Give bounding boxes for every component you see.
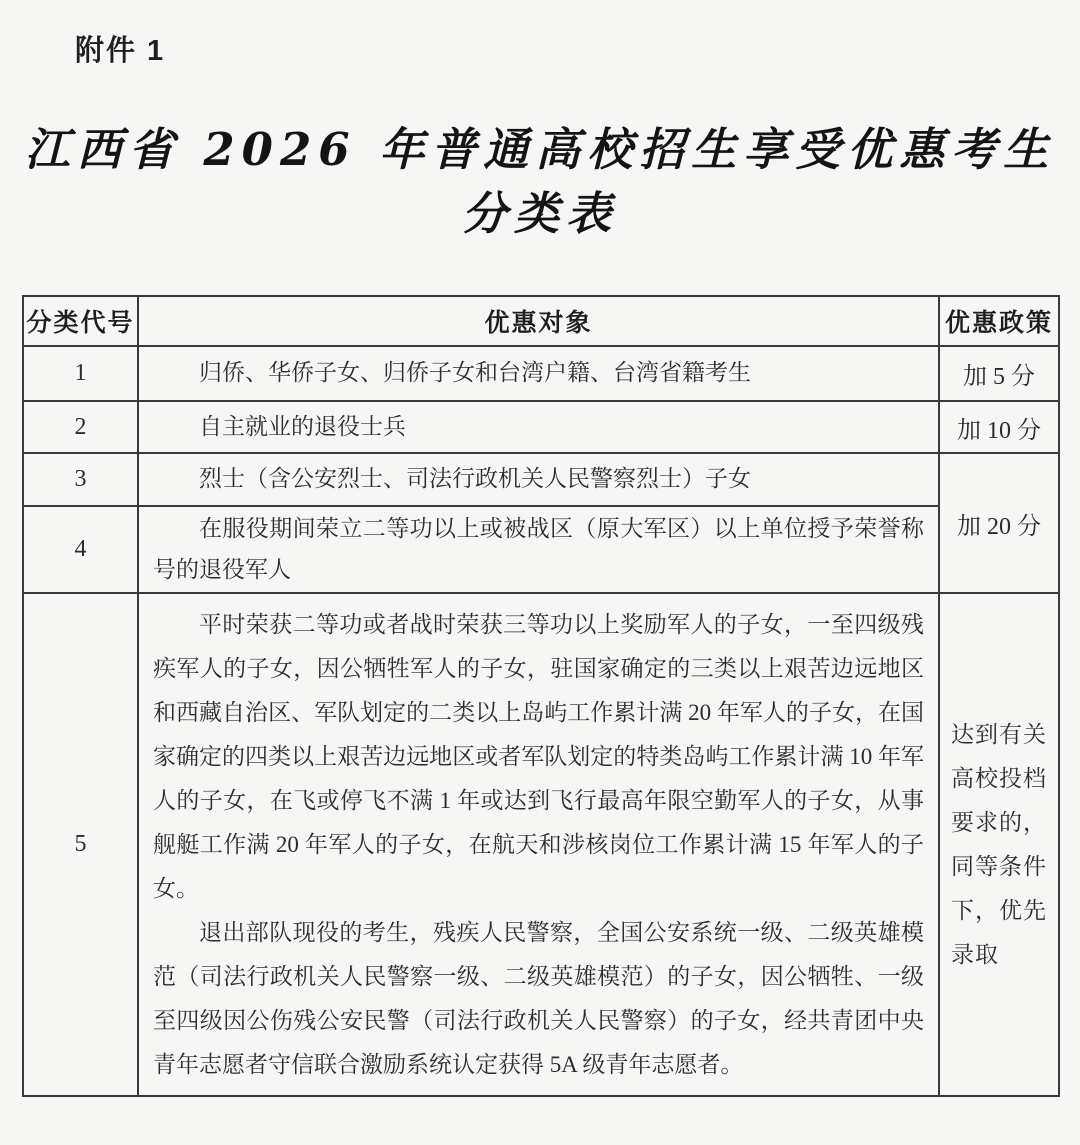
category-code-cell: 5	[23, 593, 138, 1096]
page-title	[0, 118, 1080, 246]
policy-cell-merged: 加 20 分	[939, 453, 1059, 593]
table-row	[23, 506, 1059, 593]
attachment-label: 附件 1	[75, 35, 166, 67]
preferential-categories-table	[22, 295, 1060, 1097]
policy-cell: 达到有关高校投档要求的，同等条件下，优先录取	[939, 593, 1059, 1096]
target-paragraph-1: 平时荣获二等功或者战时荣获三等功以上奖励军人的子女，一至四级残疾军人的子女，因公牺牲军人的子女，驻国家确定的三类以上艰苦边远地区和西藏自治区、军队划定的二类以上岛屿工作累计满 20 年军人的子女，在国家确定的四类以上艰苦边远地区或者军队划定的特类岛屿工作累计满 10 年军人的子女，在飞或停飞不满 1 年或达到飞行最高年限空勤军人的子女，从事舰艇工作满 20 年军人的子女，在航天和涉核岗位工作累计满 15 年军人的子女。	[153, 611, 924, 901]
target-cell	[138, 593, 939, 1096]
header-preferential-policy: 优惠政策	[939, 296, 1059, 346]
target-cell: 自主就业的退役士兵	[138, 401, 939, 453]
category-code-cell: 2	[23, 401, 138, 453]
target-cell: 在服役期间荣立二等功以上或被战区（原大军区）以上单位授予荣誉称号的退役军人	[138, 506, 939, 593]
policy-cell: 加 5 分	[939, 346, 1059, 401]
header-preferential-target: 优惠对象	[138, 296, 939, 346]
table-row	[23, 593, 1059, 1096]
category-code-cell: 3	[23, 453, 138, 506]
target-cell: 归侨、华侨子女、归侨子女和台湾户籍、台湾省籍考生	[138, 346, 939, 401]
category-code-cell: 4	[23, 506, 138, 593]
header-category-code: 分类代号	[23, 296, 138, 346]
title-line-2: 分类表	[461, 187, 618, 240]
table-row	[23, 346, 1059, 401]
table-row	[23, 401, 1059, 453]
target-cell: 烈士（含公安烈士、司法行政机关人民警察烈士）子女	[138, 453, 939, 506]
title-line-1: 江西省 2026 年普通高校招生享受优惠考生	[24, 123, 1056, 176]
table-header-row	[23, 296, 1059, 346]
table-row	[23, 453, 1059, 506]
category-code-cell: 1	[23, 346, 138, 401]
policy-cell: 加 10 分	[939, 401, 1059, 453]
target-paragraph-2: 退出部队现役的考生，残疾人民警察，全国公安系统一级、二级英雄模范（司法行政机关人民警察一级、二级英雄模范）的子女，因公牺牲、一级至四级因公伤残公安民警（司法行政机关人民警察）的子女，经共青团中央青年志愿者守信联合激励系统认定获得 5A 级青年志愿者。	[153, 919, 924, 1077]
